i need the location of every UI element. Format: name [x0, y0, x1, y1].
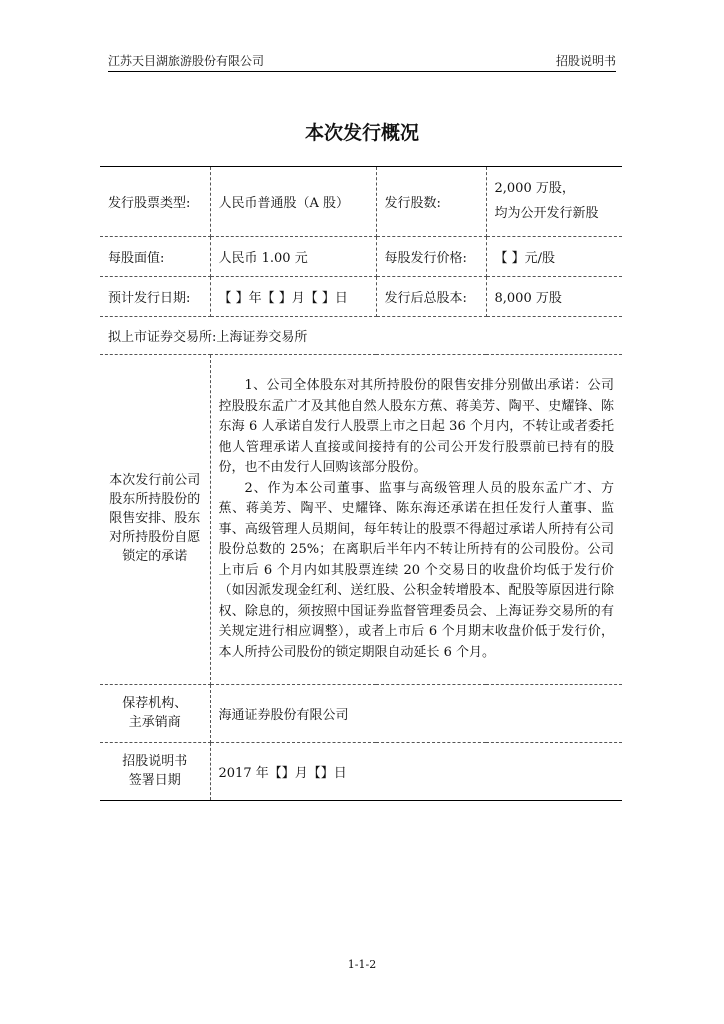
sponsor-label-line-2: 主承销商 [128, 714, 181, 730]
shares-value [486, 167, 622, 237]
shares-label: 发行股数: [376, 167, 486, 237]
header-doc-type: 招股说明书 [555, 54, 616, 68]
header-company: 江苏天目湖旅游股份有限公司 [108, 54, 265, 68]
date-label: 预计发行日期: [100, 277, 210, 317]
lockup-paragraph-2: 2、作为本公司董事、监事与高级管理人员的股东孟广才、方蕉、蒋美芳、陶平、史耀锋、陈东海还承诺在担任发行人董事、监事、高级管理人员期间，每年转让的股票不得超过承诺人所持有公司股份总数的 25%；在离职后半年内不转让所持有的公司股份。公司上市后 6 个月内如其股票连续 20 个交易日的收盘价均低于发行价（如因派发现金红利、送红股、公积金转增股本、配股等原因进行除权、除息的，须按照中国证券监督管理委员会、上海证券交易所的有关规定进行相应调整），或者上市后 6 个月期末收盘价低于发行价，本人所持公司股份的锁定期限自动延长 6 个月。 [218, 480, 614, 660]
sign-date-label [100, 743, 210, 801]
lockup-paragraph-1: 1、公司全体股东对其所持股份的限售安排分别做出承诺：公司控股股东孟广才及其他自然人股东方蕉、蒋美芳、陶平、史耀锋、陈东海 6 人承诺自发行人股票上市之日起 36 个月内，不转让或者委托他人管理承诺人直接或间接持有的公司公开发行股票前已持有的股份，也不由发行人回购该部分股份。 [218, 378, 614, 475]
table-row [100, 167, 622, 237]
par-value: 人民币 1.00 元 [210, 237, 376, 277]
sign-label-line-1: 招股说明书 [122, 753, 188, 769]
offering-summary-table [100, 166, 622, 801]
shares-value-line-2: 均为公开发行新股 [494, 205, 599, 221]
sponsor-label [100, 685, 210, 743]
header-rule [108, 71, 616, 72]
lockup-label: 本次发行前公司股东所持股份的限售安排、股东对所持股份自愿锁定的承诺 [100, 355, 210, 685]
table-row [100, 743, 622, 801]
page-number: 1-1-2 [347, 958, 377, 971]
exchange-cell: 拟上市证券交易所:上海证券交易所 [100, 317, 622, 355]
price-value: 【 】元/股 [486, 237, 622, 277]
sponsor-value: 海通证券股份有限公司 [210, 685, 622, 743]
sign-label-line-2: 签署日期 [128, 772, 181, 788]
par-label: 每股面值: [100, 237, 210, 277]
sponsor-label-line-1: 保荐机构、 [122, 695, 188, 711]
price-label: 每股发行价格: [376, 237, 486, 277]
table-row [100, 685, 622, 743]
table-row [100, 277, 622, 317]
capital-value: 8,000 万股 [486, 277, 622, 317]
stock-type-label: 发行股票类型: [100, 167, 210, 237]
page-title: 本次发行概况 [304, 122, 419, 144]
table-row [100, 237, 622, 277]
table-row [100, 355, 622, 685]
sign-date-value: 2017 年【】月【】日 [210, 743, 622, 801]
lockup-content [210, 355, 622, 685]
table-row [100, 317, 622, 355]
stock-type-value: 人民币普通股（A 股） [210, 167, 376, 237]
date-value: 【 】年【 】月【 】日 [210, 277, 376, 317]
capital-label: 发行后总股本: [376, 277, 486, 317]
shares-value-line-1: 2,000 万股， [494, 180, 575, 196]
